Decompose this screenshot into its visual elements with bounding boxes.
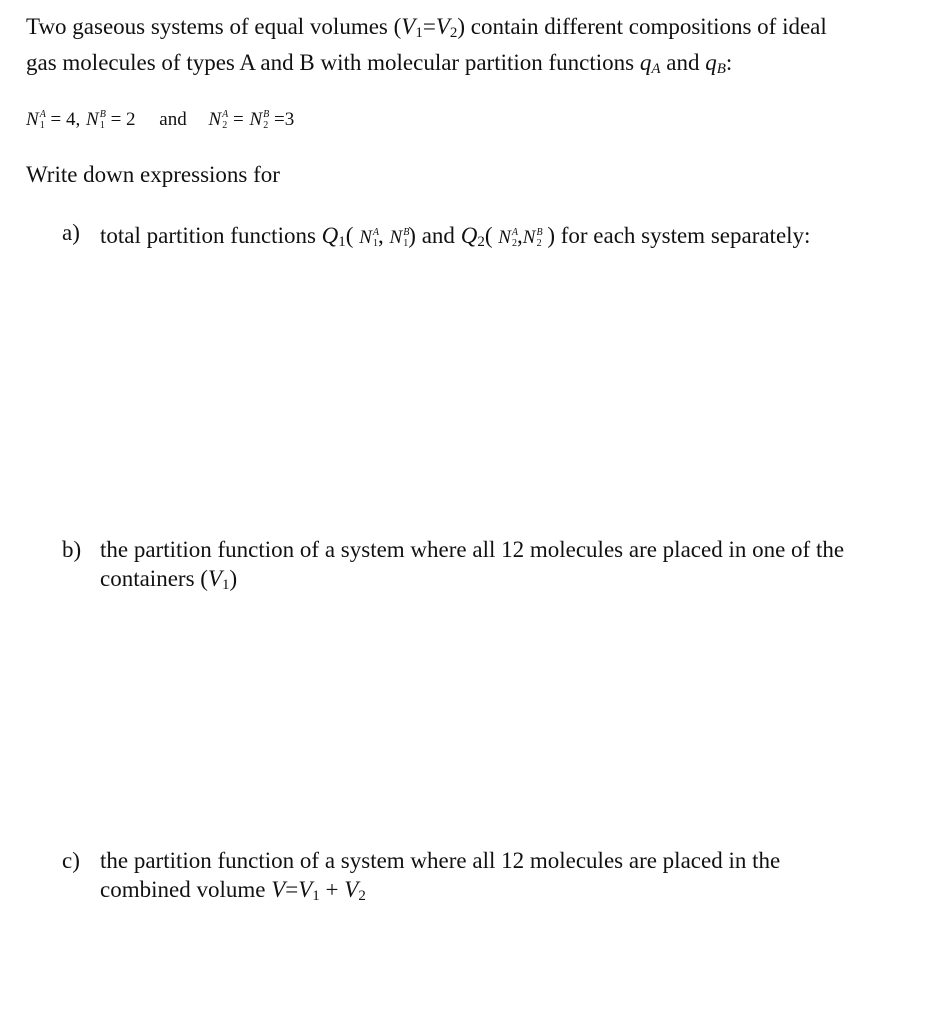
open-paren: ( — [345, 223, 354, 248]
n2a-superscript: A — [222, 109, 229, 120]
intro-text-start: Two gaseous systems of equal volumes ( — [26, 14, 402, 39]
equals-sign: = — [285, 877, 299, 902]
q1-n1b-subscript: 1 — [403, 238, 409, 249]
question-c-line-1: the partition function of a system where all 12 molecules are placed in the — [100, 848, 781, 873]
molecule-counts — [26, 100, 294, 140]
problem-intro — [26, 12, 827, 84]
q2-subscript: 2 — [477, 234, 485, 250]
n1b-value: = 2 — [110, 109, 136, 130]
volume-v1-subscript: 1 — [222, 577, 230, 593]
q2-n2a-superscript: A — [511, 227, 519, 238]
n2b-subscript: 2 — [263, 120, 269, 131]
q1-n1a-superscript: A — [372, 227, 379, 238]
volume-v1-symbol: V — [401, 14, 416, 39]
n1b-subscript: 1 — [99, 120, 105, 131]
question-b-label: b) — [62, 537, 82, 562]
q2-n2b-superscript: B — [536, 227, 543, 238]
qb-symbol: q — [705, 50, 717, 75]
q1-n1a-subscript: 1 — [373, 238, 378, 249]
n1a-value: = 4, — [50, 109, 81, 130]
q2-n2a-symbol: N — [498, 227, 511, 248]
n2a-symbol: N — [208, 109, 222, 130]
intro-line2-text: gas molecules of types A and B with molecular partition functions — [26, 50, 640, 75]
and-word: and — [415, 223, 461, 248]
volume-v1-subscript: 1 — [312, 888, 320, 904]
volume-v-symbol: V — [271, 877, 286, 902]
and-word: and — [159, 109, 187, 130]
q1-n1b-symbol: N — [389, 227, 403, 248]
qa-symbol: q — [639, 50, 652, 75]
comma: , — [517, 223, 523, 248]
q1-symbol: Q — [321, 223, 339, 248]
question-a-text-start: total partition functions — [100, 223, 322, 248]
n2a-subscript: 2 — [222, 120, 228, 131]
n1a-symbol: N — [26, 109, 39, 130]
question-c-text — [100, 846, 780, 911]
close-paren: ) — [229, 566, 238, 591]
volume-v2-symbol: V — [344, 877, 359, 902]
equals-sign: = — [233, 109, 244, 130]
question-a-label: a) — [62, 220, 80, 245]
question-b-line2-text: containers ( — [100, 566, 208, 591]
volume-v2-subscript: 2 — [449, 25, 458, 41]
instruction — [26, 160, 280, 189]
q1-subscript: 1 — [338, 234, 346, 250]
intro-text-end: ) contain different compositions of ideal — [457, 14, 827, 39]
close-paren: ) — [408, 223, 416, 248]
n2b-value: =3 — [274, 109, 295, 130]
question-b-line-1: the partition function of a system where all 12 molecules are placed in one of the — [100, 537, 845, 562]
question-c-line-2 — [100, 875, 780, 911]
question-c-label: c) — [62, 848, 80, 873]
colon: : — [725, 50, 733, 75]
q2-symbol: Q — [460, 223, 478, 248]
q1-n1b-superscript: B — [403, 227, 410, 238]
intro-line-1 — [26, 12, 827, 48]
n2b-superscript: B — [263, 109, 270, 120]
question-a-text — [100, 218, 810, 258]
volume-v2-symbol: V — [435, 14, 450, 39]
q1-n1a-symbol: N — [359, 227, 372, 248]
volume-v1-symbol: V — [207, 566, 222, 591]
intro-line-2 — [26, 48, 827, 84]
counts-line — [26, 100, 294, 140]
equals-sign: = — [422, 14, 436, 39]
qa-subscript: A — [651, 61, 661, 77]
open-paren: ( — [484, 223, 493, 248]
comma: , — [378, 223, 384, 248]
n2b-symbol: N — [249, 109, 263, 130]
n1a-superscript: A — [39, 109, 46, 120]
qb-subscript: B — [716, 61, 726, 77]
question-a-text-end: ) for each system separately: — [541, 223, 811, 248]
plus-sign: + — [319, 877, 345, 902]
n1b-symbol: N — [86, 109, 99, 130]
volume-v2-subscript: 2 — [358, 888, 366, 904]
instruction-text: Write down expressions for — [26, 162, 280, 187]
volume-v1-symbol: V — [298, 877, 313, 902]
n1a-subscript: 1 — [39, 120, 45, 131]
q2-n2a-subscript: 2 — [512, 238, 518, 249]
n1b-superscript: B — [99, 109, 106, 120]
q2-n2b-symbol: N — [522, 227, 536, 248]
question-b-line-2 — [100, 564, 844, 600]
and-word: and — [660, 50, 706, 75]
question-b-text — [100, 535, 844, 600]
volume-v1-subscript: 1 — [415, 25, 423, 41]
question-c-line2-text: combined volume — [100, 877, 272, 902]
q2-n2b-subscript: 2 — [536, 238, 542, 249]
